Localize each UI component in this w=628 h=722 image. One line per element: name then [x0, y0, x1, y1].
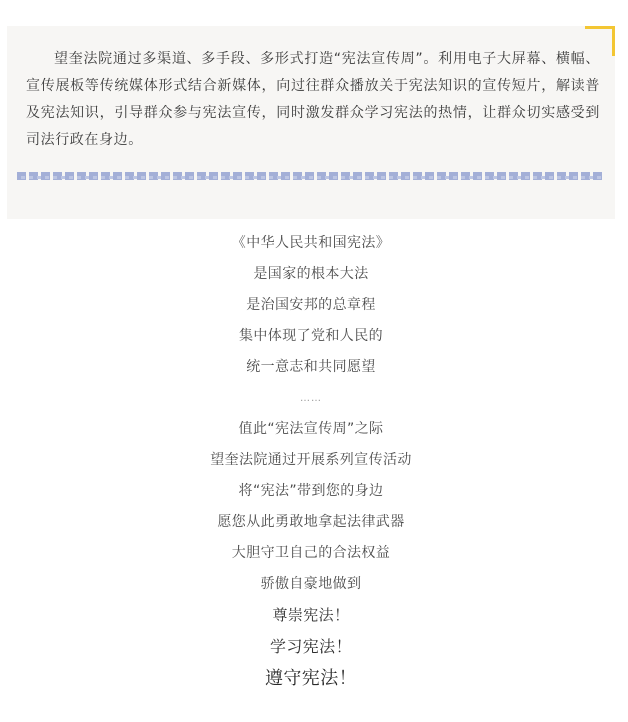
poem-ellipsis: ……: [300, 393, 322, 404]
poem-line: 统一意志和共同愿望: [246, 359, 376, 375]
poem-line: 值此“宪法宣传周”之际: [238, 421, 384, 437]
poem-line: 集中体现了党和人民的: [239, 328, 383, 344]
poem-slogan-learn: 学习宪法！: [269, 637, 352, 656]
poem-line: 愿您从此勇敢地拿起法律武器: [217, 514, 405, 530]
poem-line: 大胆守卫自己的合法权益: [231, 545, 391, 561]
poem-line-constitution-title: 《中华人民共和国宪法》: [231, 235, 391, 251]
poem-slogan-obey: 遵守宪法！: [265, 668, 357, 689]
poem-line: 是治国安邦的总章程: [246, 297, 376, 313]
poem-line: 将“宪法”带到您的身边: [238, 483, 384, 499]
poem-block: [0, 233, 622, 698]
poem-line: 骄傲自豪地做到: [260, 576, 362, 592]
poem-line: 望奎法院通过开展系列宣传活动: [210, 452, 412, 468]
dashed-divider: [17, 172, 605, 180]
poem-line: 是国家的根本大法: [253, 266, 369, 282]
poem-slogan-respect: 尊崇宪法！: [272, 606, 350, 624]
intro-paragraph: 望奎法院通过多渠道、多手段、多形式打造“宪法宣传周”。利用电子大屏幕、横幅、宣传展板等传统媒体形式结合新媒体，向过往群众播放关于宪法知识的宣传短片，解读普及宪法知识，引导群众参与宪法宣传，同时激发群众学习宪法的热情，让群众切实感受到司法行政在身边。: [26, 51, 600, 148]
intro-box: [7, 26, 615, 219]
